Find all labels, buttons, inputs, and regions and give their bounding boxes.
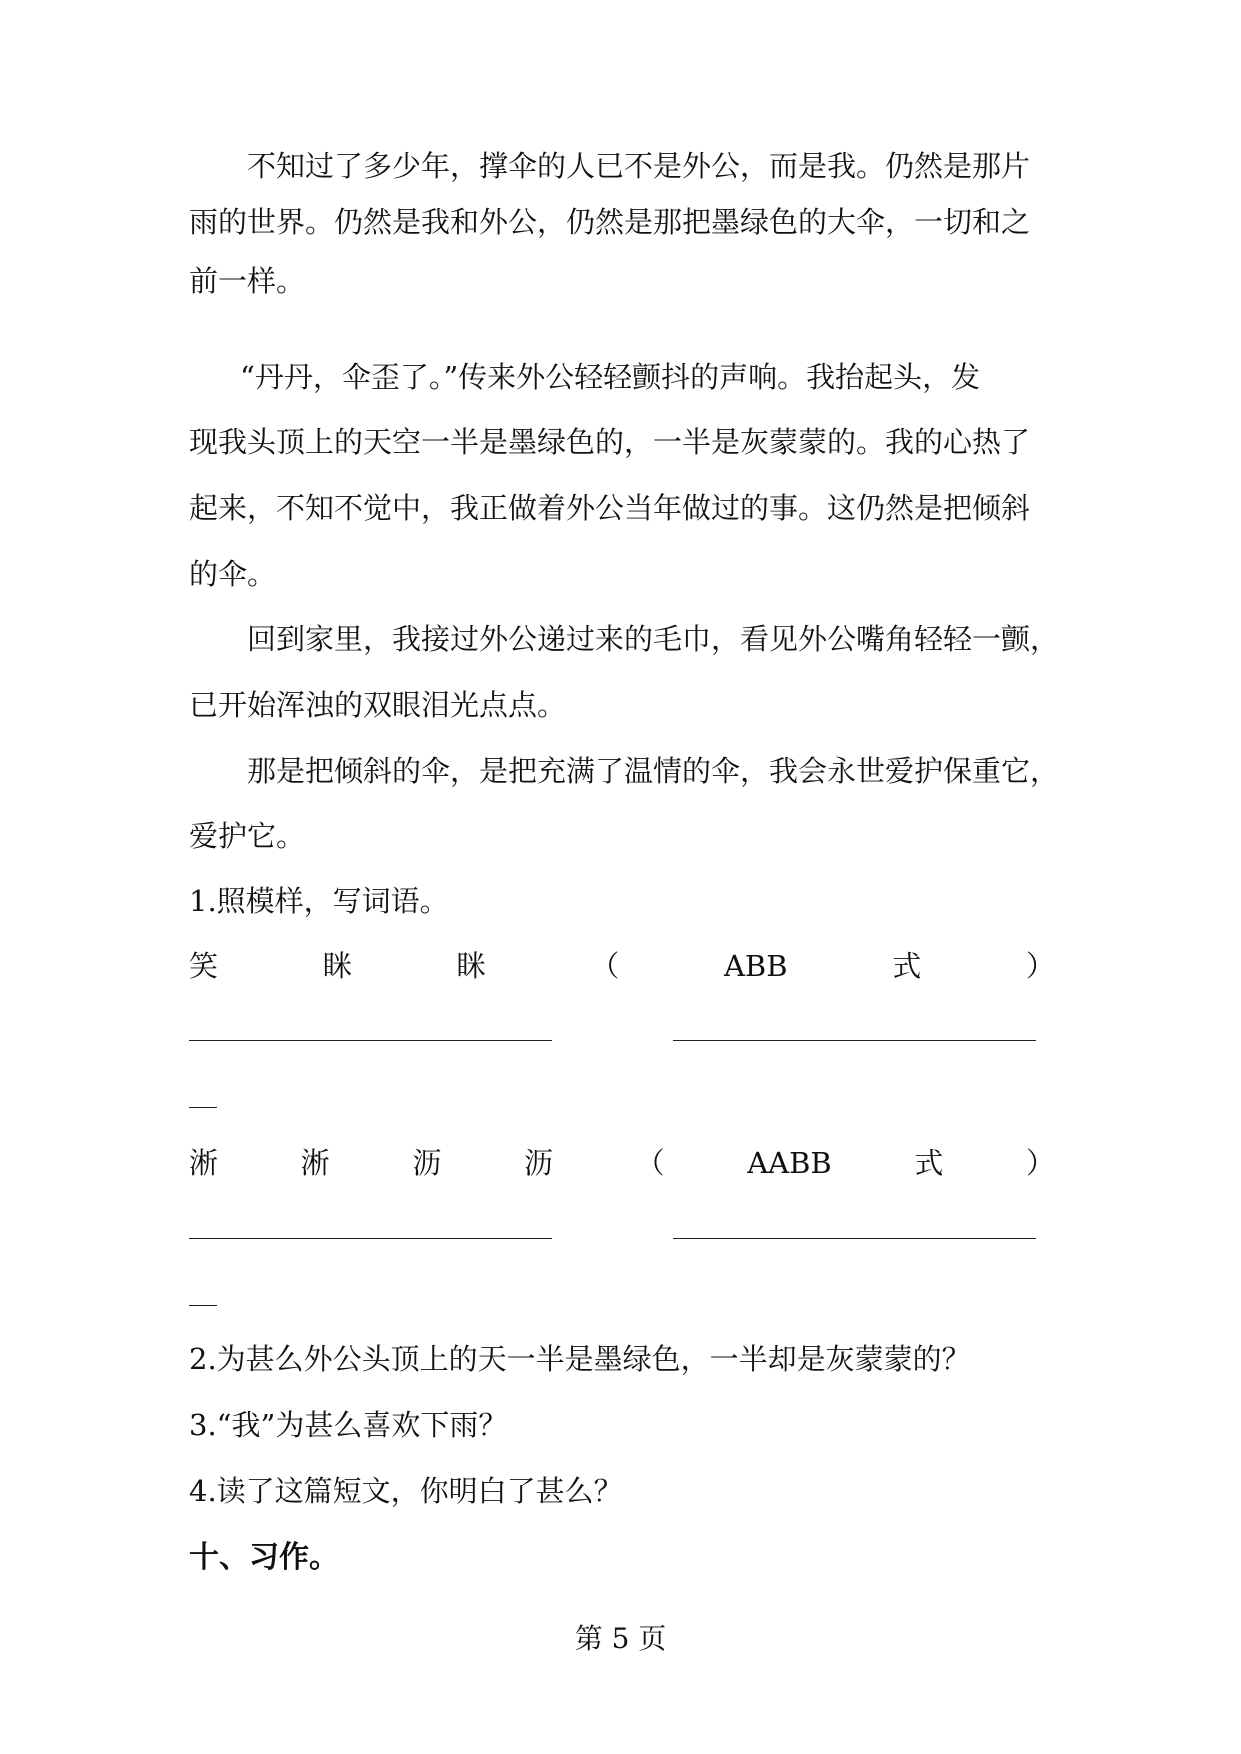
pattern-char: AABB — [747, 1146, 832, 1180]
pattern-char: （ — [590, 949, 620, 983]
pattern-char: 笑 — [189, 949, 219, 983]
question-2: 2.为甚么外公头顶上的天一半是墨绿色，一半却是灰蒙蒙的？ — [189, 1342, 971, 1376]
passage-line: 起来，不知不觉中，我正做着外公当年做过的事。这仍然是把倾斜 — [189, 491, 1031, 525]
passage-line: 爱护它。 — [189, 819, 306, 853]
pattern-char: 眯 — [322, 949, 352, 983]
question-3: 3.“我”为甚么喜欢下雨？ — [189, 1408, 508, 1442]
page-number: 第 5 页 — [574, 1622, 667, 1655]
answer-blank[interactable] — [673, 1238, 1036, 1239]
passage-line: 已开始浑浊的双眼泪光点点。 — [189, 688, 567, 722]
passage-line: “丹丹，伞歪了。”传来外公轻轻颤抖的声响。我抬起头，发 — [240, 360, 981, 394]
word-pattern-abb — [189, 949, 1055, 983]
answer-blank[interactable] — [189, 1040, 552, 1041]
answer-blank-tail — [189, 1107, 217, 1108]
question-1: 1.照模样，写词语。 — [189, 884, 449, 918]
pattern-char: （ — [635, 1146, 665, 1180]
pattern-char: 沥 — [412, 1146, 442, 1180]
answer-blank[interactable] — [189, 1238, 552, 1239]
answer-blank-tail — [189, 1305, 217, 1306]
pattern-char: 式 — [892, 949, 922, 983]
passage-line: 回到家里，我接过外公递过来的毛巾，看见外公嘴角轻轻一颤， — [247, 622, 1060, 656]
pattern-char: 淅 — [189, 1146, 219, 1180]
pattern-char: 式 — [914, 1146, 944, 1180]
section-heading: 十、习作。 — [189, 1540, 339, 1575]
passage-line: 不知过了多少年，撑伞的人已不是外公，而是我。仍然是那片 — [247, 149, 1031, 183]
passage-line: 的伞。 — [189, 557, 277, 591]
pattern-char: ） — [1025, 1146, 1055, 1180]
pattern-char: ） — [1025, 949, 1055, 983]
pattern-char: 淅 — [300, 1146, 330, 1180]
pattern-char: ABB — [723, 949, 788, 983]
question-4: 4.读了这篇短文，你明白了甚么？ — [189, 1474, 623, 1508]
passage-line: 现我头顶上的天空一半是墨绿色的，一半是灰蒙蒙的。我的心热了 — [189, 425, 1031, 459]
passage-line: 那是把倾斜的伞，是把充满了温情的伞，我会永世爱护保重它， — [247, 754, 1060, 788]
answer-blank[interactable] — [673, 1040, 1036, 1041]
pattern-char: 眯 — [456, 949, 486, 983]
passage-line: 前一样。 — [189, 264, 306, 298]
passage-line: 雨的世界。仍然是我和外公，仍然是那把墨绿色的大伞，一切和之 — [189, 205, 1031, 239]
word-pattern-aabb — [189, 1146, 1055, 1180]
pattern-char: 沥 — [523, 1146, 553, 1180]
